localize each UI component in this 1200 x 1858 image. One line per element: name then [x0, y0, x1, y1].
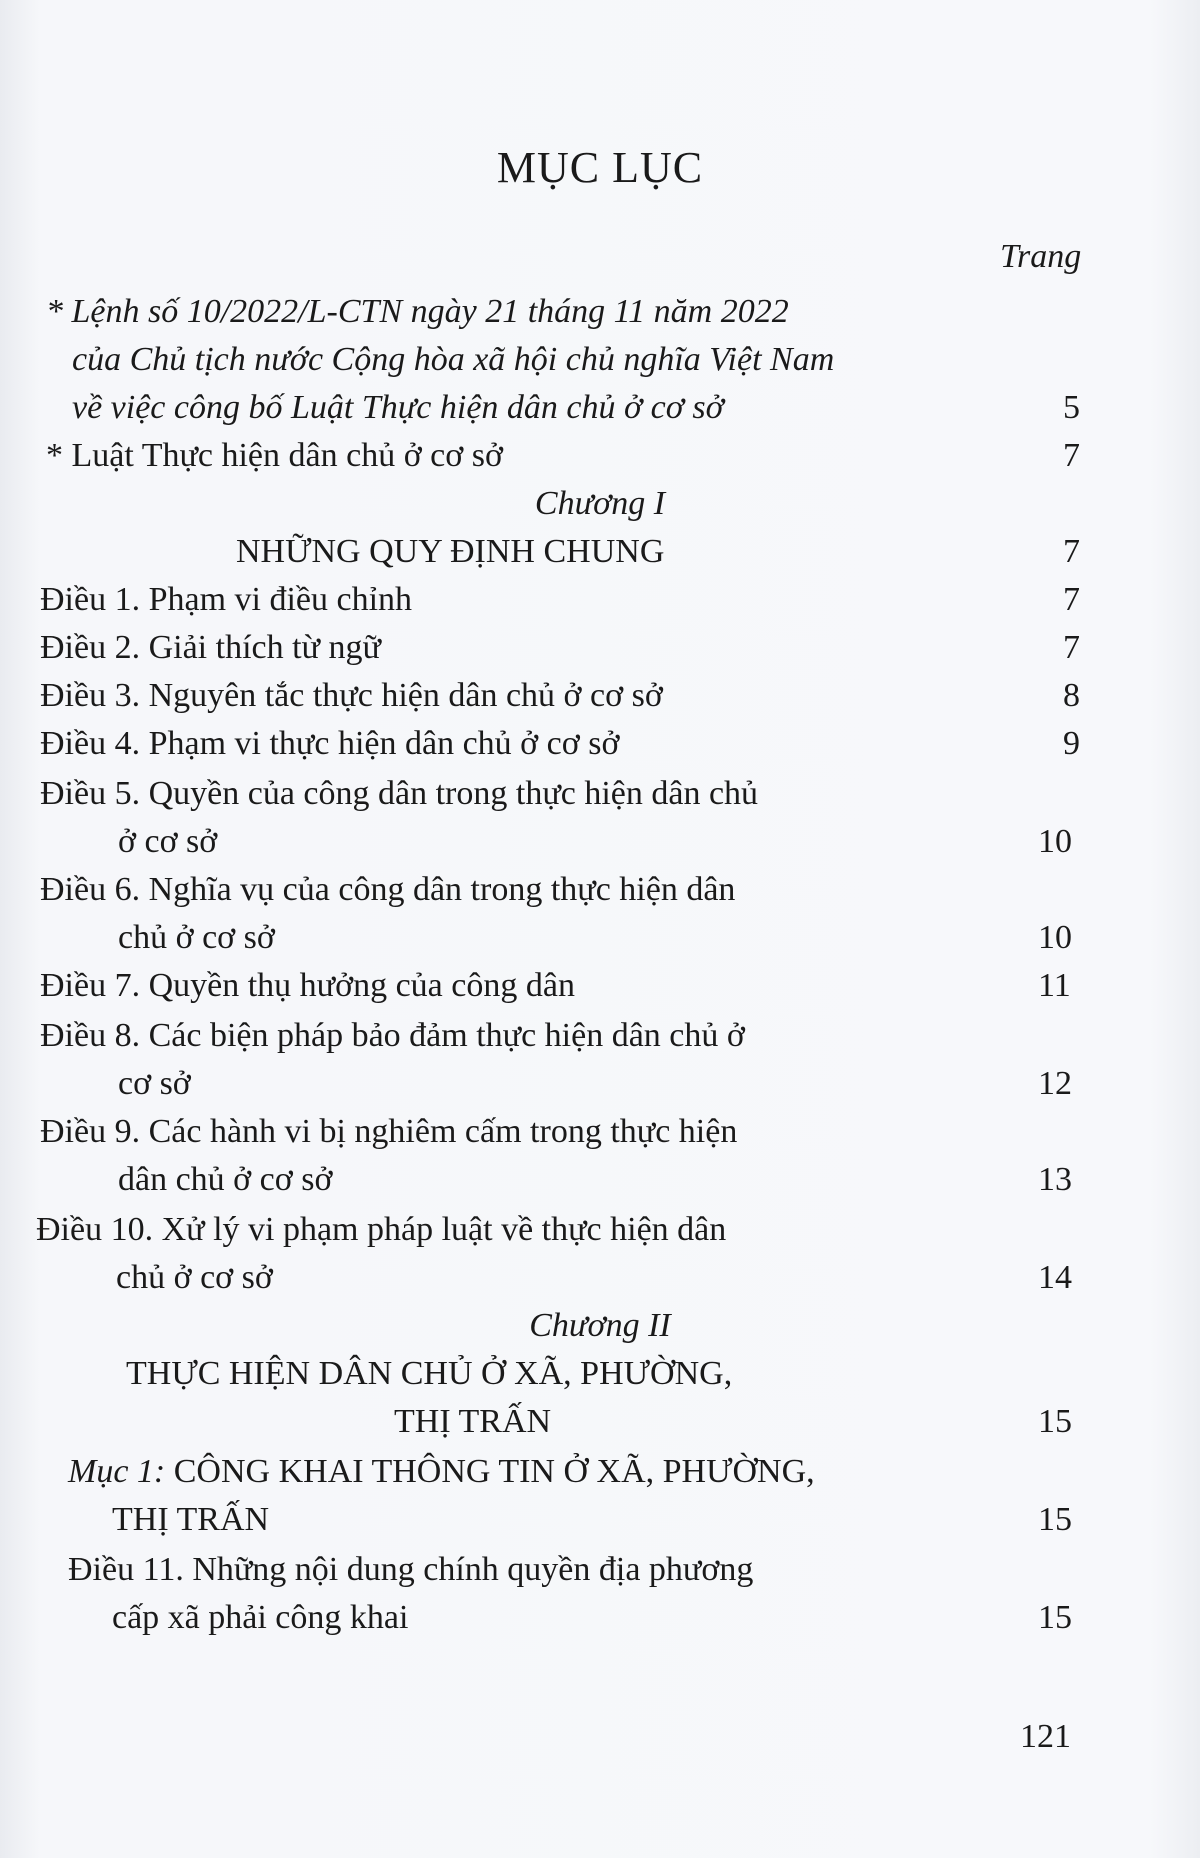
- page-column-header: Trang: [1000, 238, 1082, 275]
- toc-entry-dieu-4[interactable]: [0, 718, 1200, 770]
- toc-entry-dieu-2[interactable]: [0, 622, 1200, 674]
- section-heading: [68, 1446, 815, 1498]
- toc-entry-text: Điều 1. Phạm vi điều chỉnh: [40, 581, 413, 618]
- toc-entry-text: cơ sở: [118, 1065, 191, 1102]
- toc-entry-lenh-cont: [0, 334, 1200, 386]
- toc-entry-dieu-9-cont: [0, 1154, 1200, 1206]
- toc-entry-dieu-8-cont: [0, 1058, 1200, 1110]
- toc-entry-text: * Lệnh số 10/2022/L-CTN ngày 21 tháng 11 năm 2022: [46, 293, 789, 330]
- toc-entry-text: Điều 6. Nghĩa vụ của công dân trong thực hiện dân: [40, 871, 736, 908]
- footer-page-number: 121: [1020, 1718, 1071, 1755]
- toc-entry-text: dân chủ ở cơ sở: [118, 1161, 333, 1198]
- toc-entry-text: chủ ở cơ sở: [116, 1259, 273, 1296]
- toc-entry-text: ở cơ sở: [118, 823, 218, 860]
- toc-entry-text: của Chủ tịch nước Cộng hòa xã hội chủ nghĩa Việt Nam: [72, 341, 835, 378]
- toc-page-number: 15: [1038, 1501, 1072, 1538]
- toc-entry-text: Điều 10. Xử lý vi phạm pháp luật về thực hiện dân: [36, 1211, 727, 1248]
- toc-entry-dieu-10-cont: [0, 1252, 1200, 1304]
- toc-entry-text: * Luật Thực hiện dân chủ ở cơ sở: [46, 437, 503, 474]
- toc-entry-text: Điều 3. Nguyên tắc thực hiện dân chủ ở cơ sở: [40, 677, 663, 714]
- toc-page-number: 12: [1038, 1065, 1072, 1102]
- toc-page-number: 7: [1063, 629, 1080, 666]
- chapter-1-label: Chương I: [534, 485, 666, 522]
- toc-entry-lenh[interactable]: [0, 286, 1200, 338]
- toc-entry-dieu-8[interactable]: [0, 1010, 1200, 1062]
- toc-entry-dieu-9[interactable]: [0, 1106, 1200, 1158]
- toc-entry-dieu-6-cont: [0, 912, 1200, 964]
- toc-page-number: 7: [1063, 533, 1080, 570]
- toc-entry-dieu-6[interactable]: [0, 864, 1200, 916]
- toc-entry-text: chủ ở cơ sở: [118, 919, 275, 956]
- chapter-2-heading-cont: [0, 1396, 1200, 1448]
- toc-section-muc-1-cont: [0, 1494, 1200, 1546]
- toc-entry-dieu-3[interactable]: [0, 670, 1200, 722]
- toc-entry-dieu-10[interactable]: [0, 1204, 1200, 1256]
- toc-entry-text: Điều 5. Quyền của công dân trong thực hiện dân chủ: [40, 775, 759, 812]
- toc-page-number: 7: [1063, 437, 1080, 474]
- toc-entry-text: Điều 9. Các hành vi bị nghiêm cấm trong thực hiện: [40, 1113, 738, 1150]
- section-label: Mục 1:: [68, 1453, 166, 1490]
- toc-entry-text: Điều 4. Phạm vi thực hiện dân chủ ở cơ sở: [40, 725, 620, 762]
- toc-page-number: 10: [1038, 919, 1072, 956]
- toc-entry-text: Điều 7. Quyền thụ hưởng của công dân: [40, 967, 575, 1004]
- toc-page-number: 14: [1038, 1259, 1072, 1296]
- toc-page-number: 11: [1038, 967, 1071, 1004]
- toc-entry-dieu-11-cont: [0, 1592, 1200, 1644]
- toc-entry-text: Điều 2. Giải thích từ ngữ: [40, 629, 381, 666]
- toc-page-number: 8: [1063, 677, 1080, 714]
- toc-entry-text: về việc công bố Luật Thực hiện dân chủ ở cơ sở: [72, 389, 724, 426]
- chapter-2-heading[interactable]: [0, 1348, 1200, 1400]
- section-title: THỊ TRẤN: [112, 1501, 270, 1538]
- toc-entry-text: Điều 8. Các biện pháp bảo đảm thực hiện dân chủ ở: [40, 1017, 745, 1054]
- toc-page-number: 7: [1063, 581, 1080, 618]
- chapter-2-label: Chương II: [529, 1307, 671, 1344]
- toc-entry-dieu-1[interactable]: [0, 574, 1200, 626]
- chapter-title: NHỮNG QUY ĐỊNH CHUNG: [236, 533, 665, 570]
- toc-page-number: 5: [1063, 389, 1080, 426]
- toc-entry-lenh-cont: [0, 382, 1200, 434]
- toc-entry-dieu-5-cont: [0, 816, 1200, 868]
- toc-page-number: 15: [1038, 1403, 1072, 1440]
- chapter-1-heading[interactable]: [0, 526, 1200, 578]
- toc-entry-dieu-7[interactable]: [0, 960, 1200, 1012]
- page-title: MỤC LỤC: [496, 143, 704, 192]
- toc-entry-dieu-5[interactable]: [0, 768, 1200, 820]
- toc-page-number: 10: [1038, 823, 1072, 860]
- chapter-title: THỊ TRẤN: [394, 1403, 552, 1440]
- toc-section-muc-1[interactable]: [0, 1446, 1200, 1498]
- toc-entry-luat[interactable]: [0, 430, 1200, 482]
- toc-page-number: 15: [1038, 1599, 1072, 1636]
- toc-page-number: 13: [1038, 1161, 1072, 1198]
- chapter-title: THỰC HIỆN DÂN CHỦ Ở XÃ, PHƯỜNG,: [126, 1355, 733, 1392]
- toc-page-number: 9: [1063, 725, 1080, 762]
- section-title: CÔNG KHAI THÔNG TIN Ở XÃ, PHƯỜNG,: [165, 1453, 815, 1490]
- toc-entry-text: Điều 11. Những nội dung chính quyền địa phương: [68, 1551, 754, 1588]
- toc-entry-dieu-11[interactable]: [0, 1544, 1200, 1596]
- toc-entry-text: cấp xã phải công khai: [112, 1599, 409, 1636]
